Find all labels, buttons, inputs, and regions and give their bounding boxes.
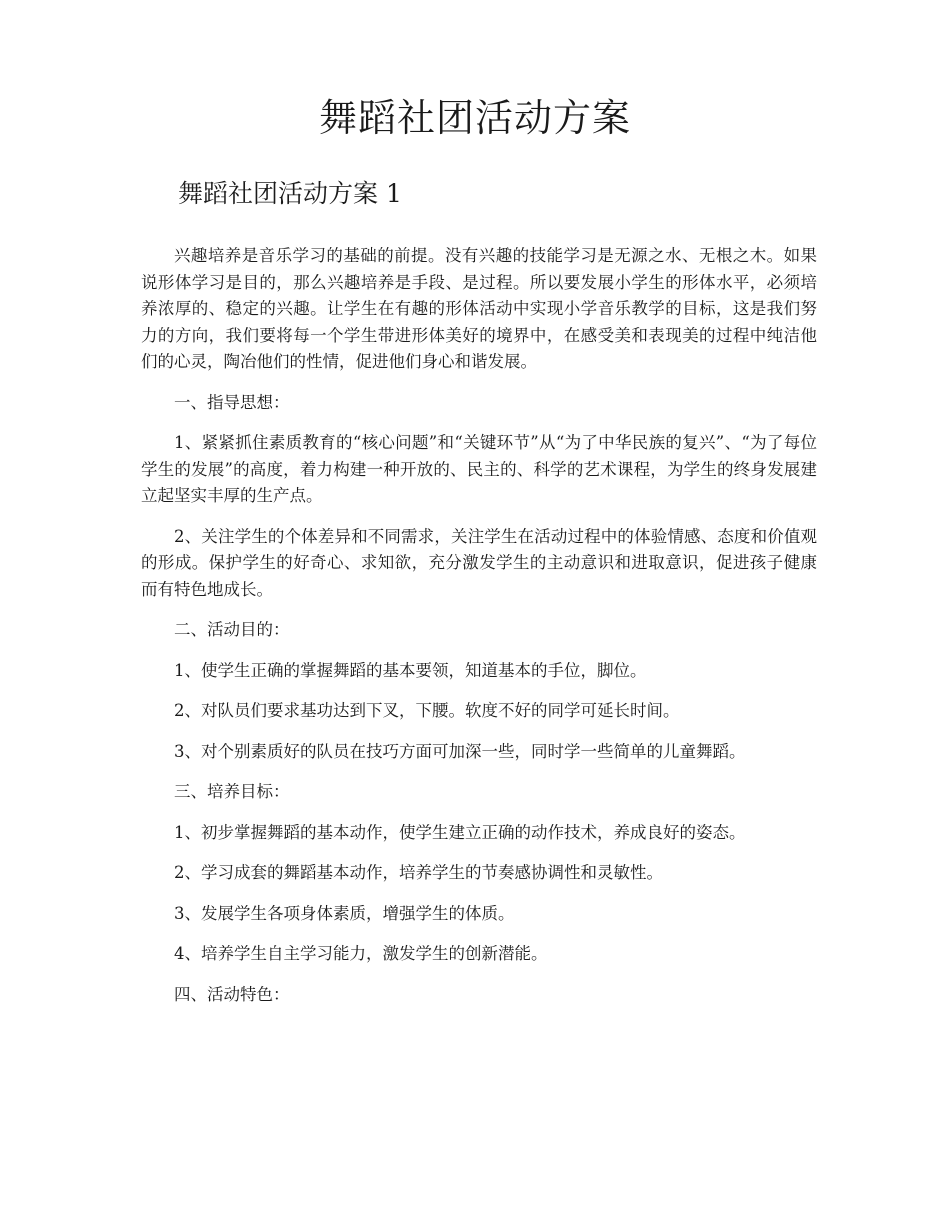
heading-activity-purpose: 二、活动目的： <box>174 620 290 639</box>
paragraph-goal-1: 1、初步掌握舞蹈的基本动作，使学生建立正确的动作技术，养成良好的姿态。 <box>174 822 746 842</box>
paragraph-guiding-2: 2、关注学生的个体差异和不同需求，关注学生在活动过程中的体验情感、态度和价值观的形成。保护学生的好奇心、求知欲，充分激发学生的主动意识和进取意识，促进孩子健康而有特色地成长。 <box>141 526 817 599</box>
paragraph-purpose-3: 3、对个别素质好的队员在技巧方面可加深一些，同时学一些简单的儿童舞蹈。 <box>174 741 746 761</box>
paragraph-purpose-1: 1、使学生正确的掌握舞蹈的基本要领，知道基本的手位，脚位。 <box>174 660 647 680</box>
heading-activity-features: 四、活动特色： <box>174 984 290 1004</box>
paragraph-purpose-2: 2、对队员们要求基功达到下叉，下腰。软度不好的同学可延长时间。 <box>174 701 680 720</box>
heading-training-goals: 三、培养目标： <box>174 782 290 801</box>
document-title: 舞蹈社团活动方案 <box>318 96 631 140</box>
paragraph-goal-3: 3、发展学生各项身体素质，增强学生的体质。 <box>174 903 515 923</box>
heading-guiding-ideology: 一、指导思想： <box>174 392 290 412</box>
paragraph-guiding-1: 1、紧紧抓住素质教育的“核心问题”和“关键环节”从“为了中华民族的复兴”、“为了每位学生的发展”的高度，着力构建一种开放的、民主的、科学的艺术课程，为学生的终身发展建立起坚实丰厚的生产点。 <box>141 433 817 505</box>
paragraph-intro: 兴趣培养是音乐学习的基础的前提。没有兴趣的技能学习是无源之水、无根之木。如果说形体学习是目的，那么兴趣培养是手段、是过程。所以要发展小学生的形体水平，必须培养浓厚的、稳定的兴趣。让学生在有趣的形体活动中实现小学音乐教学的目标，这是我们努力的方向，我们要将每一个学生带进形体美好的境界中，在感受美和表现美的过程中纯洁他们的心灵，陶冶他们的性情，促进他们身心和谐发展。 <box>141 246 817 371</box>
section-heading: 舞蹈社团活动方案 1 <box>178 179 402 208</box>
paragraph-goal-2: 2、学习成套的舞蹈基本动作，培养学生的节奏感协调性和灵敏性。 <box>174 863 663 882</box>
paragraph-goal-4: 4、培养学生自主学习能力，激发学生的创新潜能。 <box>174 944 548 963</box>
document-body <box>141 243 817 1022</box>
